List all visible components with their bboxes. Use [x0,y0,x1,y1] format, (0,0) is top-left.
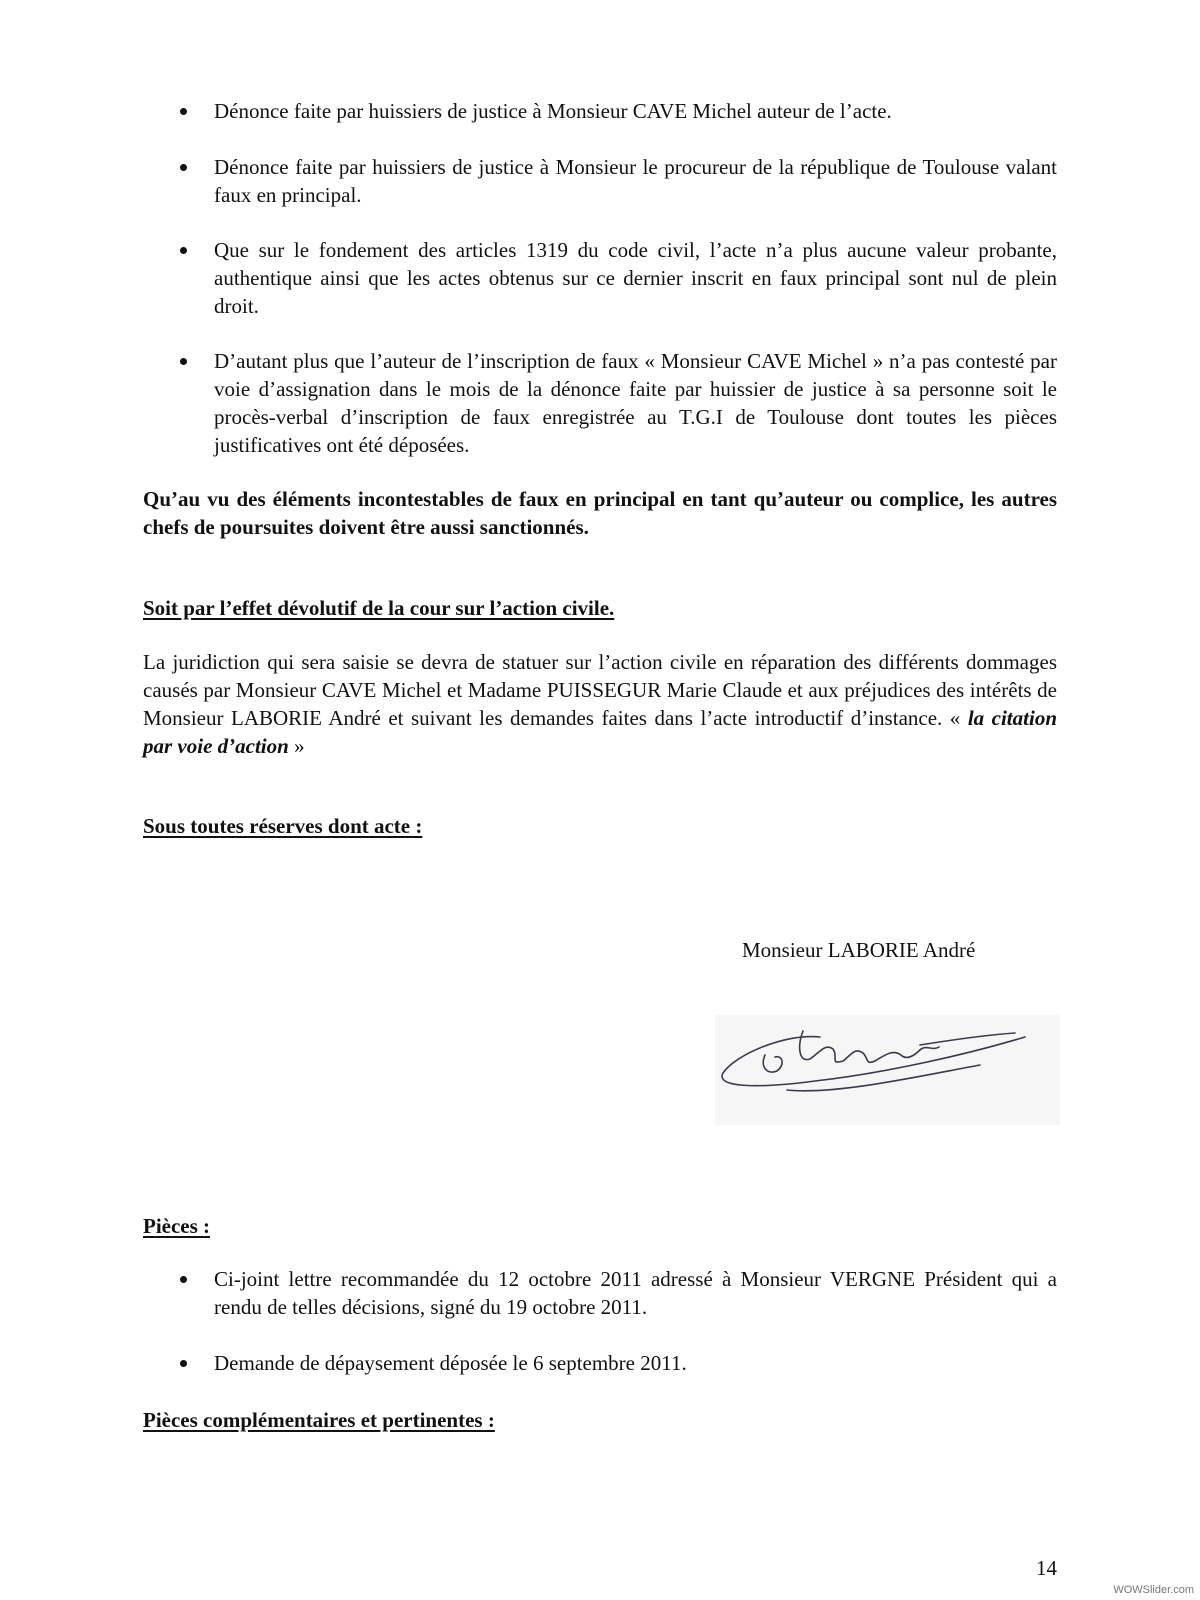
bullet-icon [180,108,187,115]
civil-text-end: » [294,734,305,758]
signature-image [715,1015,1060,1125]
list-item-text: Dénonce faite par huissiers de justice à Monsieur le procureur de la république de Toulouse valant faux en principal. [214,155,1057,207]
reserves-heading: Sous toutes réserves dont acte : [143,814,423,838]
list-item [172,1265,1057,1321]
list-item [172,97,1057,125]
list-item-text: Que sur le fondement des articles 1319 du code civil, l’acte n’a plus aucune valeur probante, authentique ainsi que les actes obtenus sur ce dernier inscrit en faux principal sont nul de plein droit. [214,238,1057,318]
civil-text: La juridiction qui sera saisie se devra de statuer sur l’action civile en réparation des différents dommages causés par Monsieur CAVE Michel et Madame PUISSEGUR Marie Claude et aux préjudices des intérêts de Monsieur LABORIE André et suivant les demandes faites dans l’acte introductif d’instance. « [143,650,1057,730]
list-item-text: Demande de dépaysement déposée le 6 septembre 2011. [214,1351,687,1375]
citation-emphasis: la citation par voie d’action [143,706,1057,758]
bullet-icon [180,1276,187,1283]
page-number: 14 [1036,1556,1057,1580]
list-item-text: Ci-joint lettre recommandée du 12 octobre 2011 adressé à Monsieur VERGNE Président qui a rendu de telles décisions, signé du 19 octobre 2011. [214,1267,1057,1319]
pieces-complementaires-heading: Pièces complémentaires et pertinentes : [143,1408,495,1432]
list-item-text: D’autant plus que l’auteur de l’inscription de faux « Monsieur CAVE Michel » n’a pas contesté par voie d’assignation dans le mois de la dénonce faite par huissier de justice à sa personne soit le procès-verbal d’inscription de faux enregistrée au T.G.I de Toulouse dont toutes les pièces justificatives ont été déposées. [214,349,1057,457]
list-item [172,1349,1057,1377]
pieces-heading: Pièces : [143,1214,211,1238]
bullet-icon [180,358,187,365]
conclusion-paragraph: Qu’au vu des éléments incontestables de faux en principal en tant qu’auteur ou complice, les autres chefs de poursuites doivent être aussi sanctionnés. [143,487,1057,539]
list-item [172,153,1057,209]
civil-paragraph [143,648,1057,760]
list-item-text: Dénonce faite par huissiers de justice à Monsieur CAVE Michel auteur de l’acte. [214,99,892,123]
bullet-icon [180,247,187,254]
bullet-icon [180,164,187,171]
section-heading-civil: Soit par l’effet dévolutif de la cour sur l’action civile. [143,596,615,620]
list-item [172,236,1057,320]
watermark: WOWSlider.com [1113,1584,1194,1596]
signer-name: Monsieur LABORIE André [742,938,976,962]
list-item [172,347,1057,459]
bullet-icon [180,1360,187,1367]
